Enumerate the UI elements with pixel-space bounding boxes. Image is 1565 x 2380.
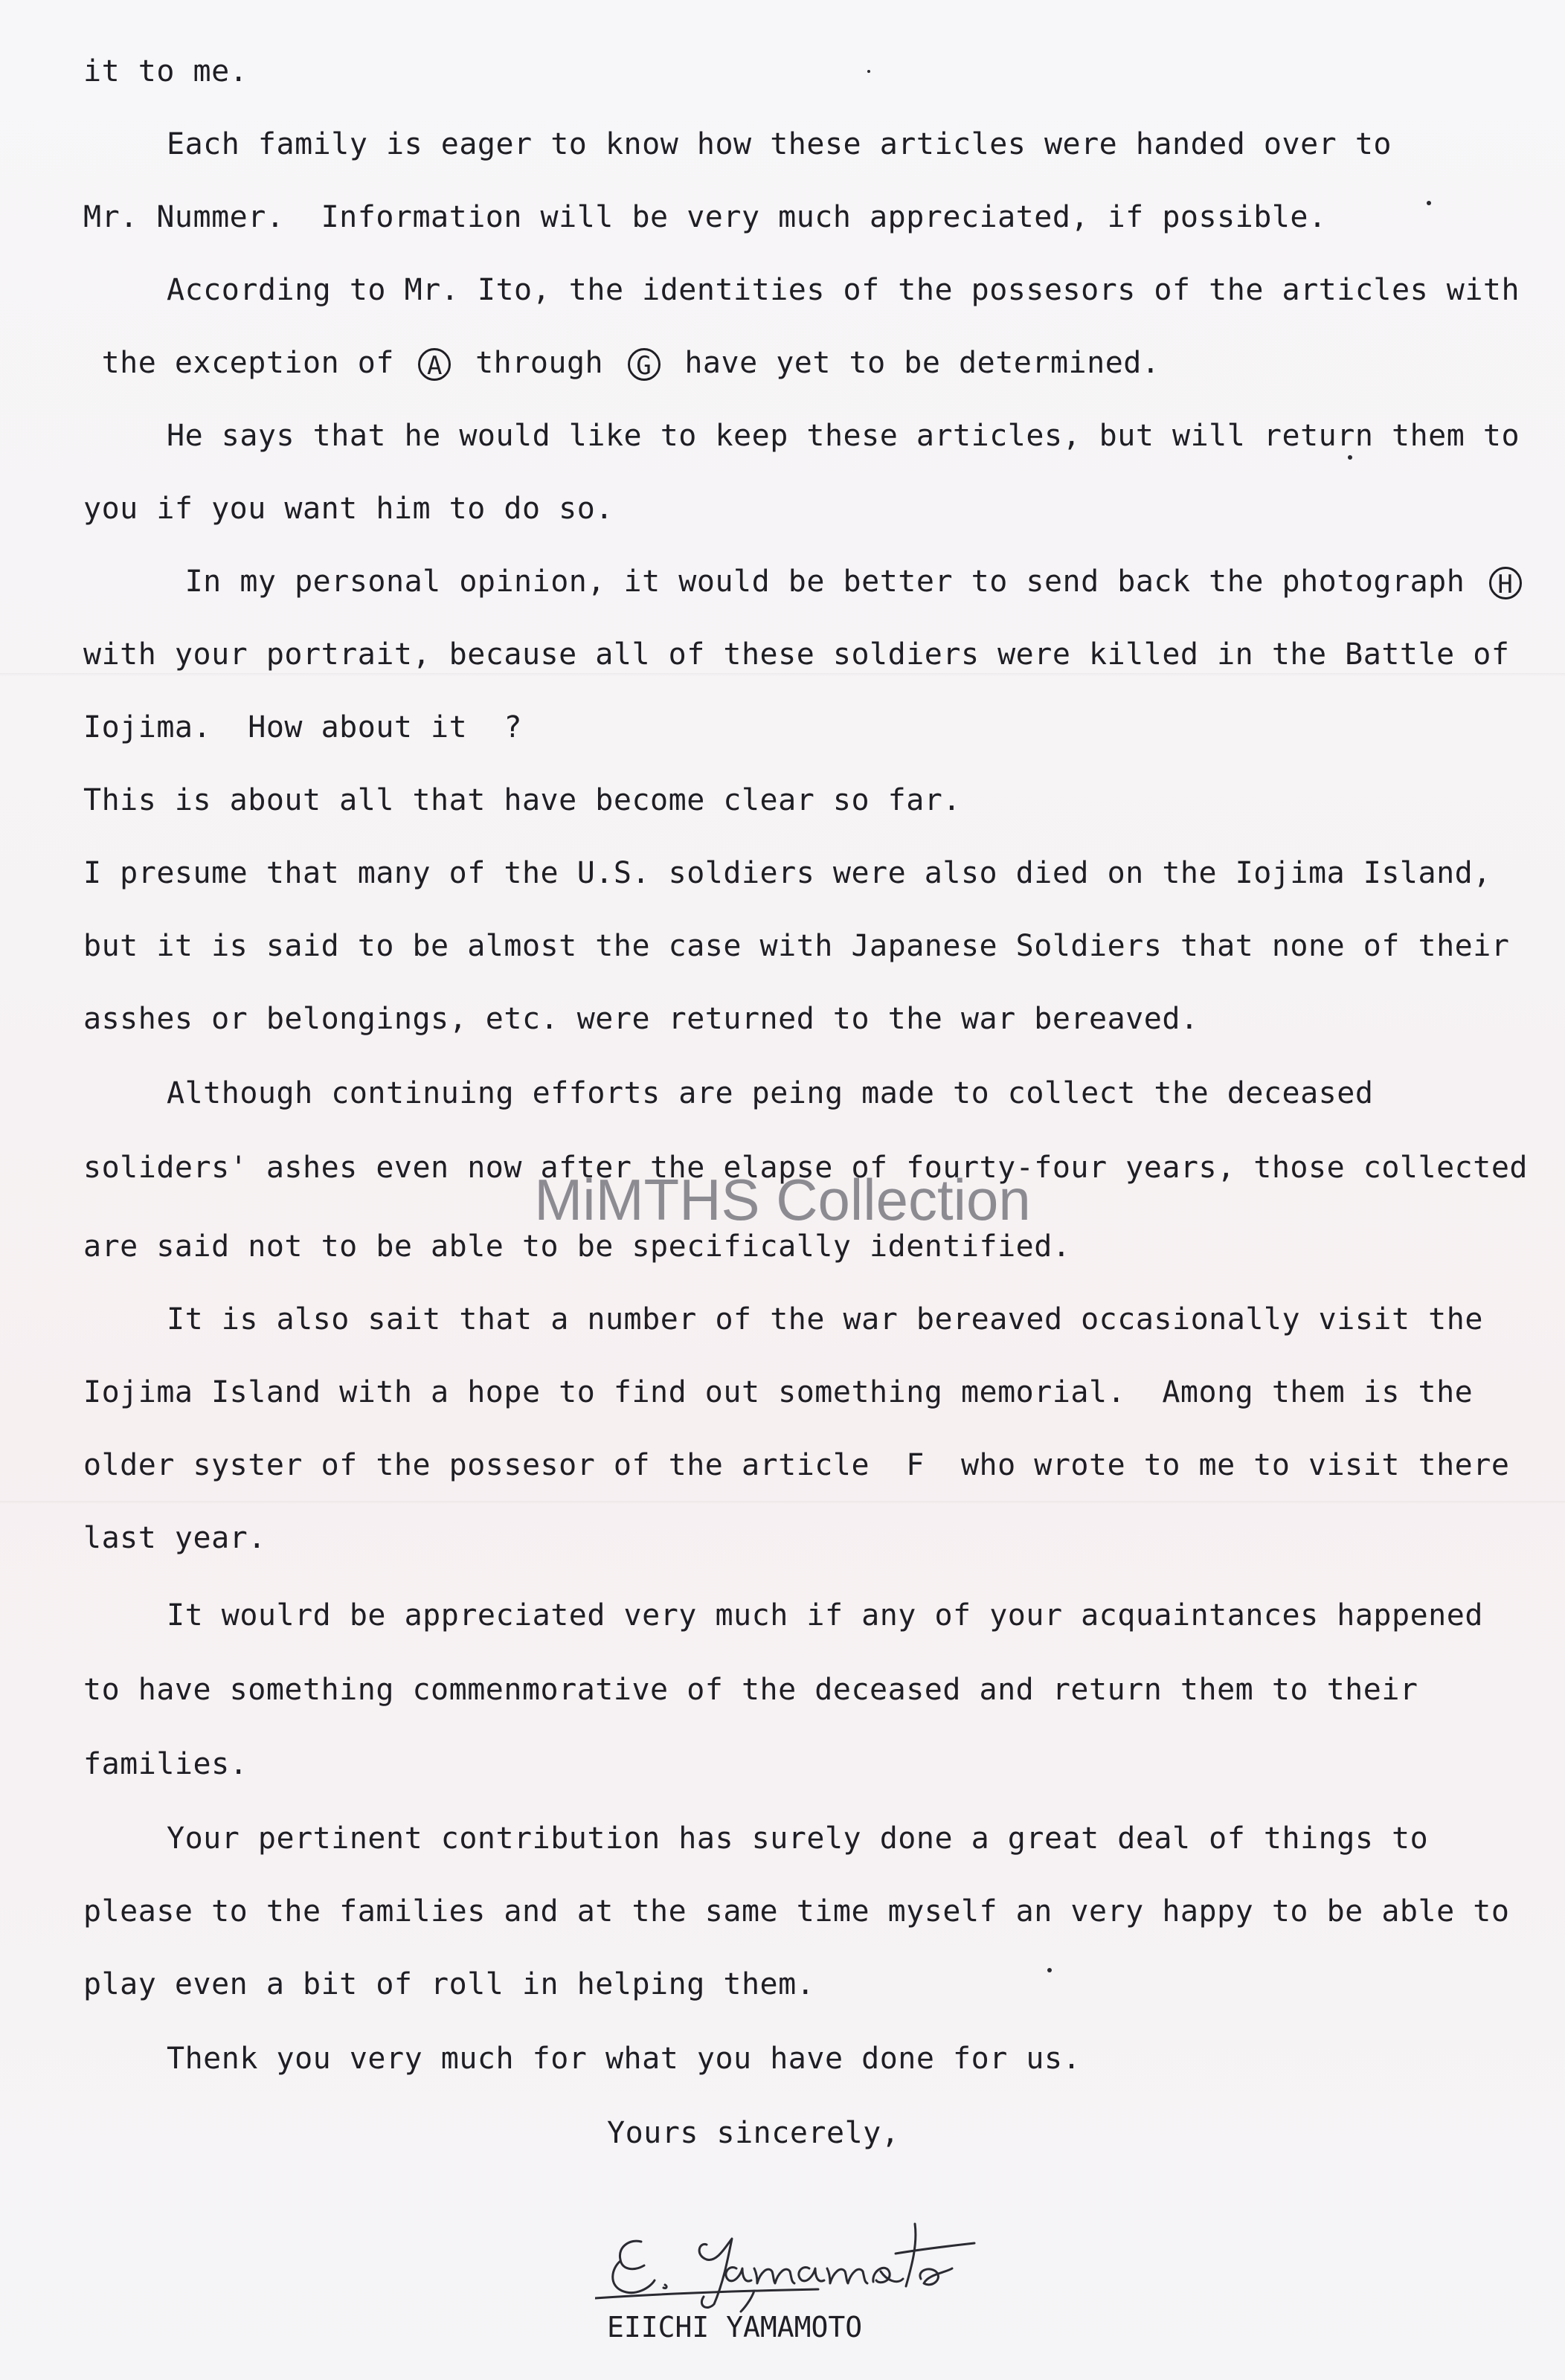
text-line-with-circle	[167, 564, 1528, 599]
text-line: It is also sait that a number of the war bereaved occasionally visit the	[167, 1302, 1483, 1337]
text-line: play even a bit of roll in helping them.	[83, 1967, 815, 2001]
text-line: you if you want him to do so.	[83, 492, 614, 526]
paper-speck	[867, 70, 870, 73]
text-line: to have something commenmorative of the deceased and return them to their	[83, 1673, 1418, 1707]
text-line: Each family is eager to know how these articles were handed over to	[167, 127, 1392, 161]
circled-letter-h: H	[1489, 567, 1522, 599]
paper-speck	[1047, 1968, 1052, 1972]
text-line: soliders' ashes even now after the elapse of fourty-four years, those collected	[83, 1151, 1528, 1185]
text-line: asshes or belongings, etc. were returned to the war bereaved.	[83, 1002, 1199, 1036]
watermark: MiMTHS Collection	[534, 1167, 1031, 1232]
text-line: are said not to be able to be specifically identified.	[83, 1229, 1071, 1264]
text-line: Although continuing efforts are peing made to collect the deceased	[167, 1076, 1374, 1110]
text-line: It woulrd be appreciated very much if any of your acquaintances happened	[167, 1598, 1483, 1633]
paper-speck	[1427, 201, 1431, 205]
text-line: families.	[83, 1747, 248, 1781]
text-line-with-circles	[83, 345, 1178, 381]
circled-letter-g: G	[628, 348, 661, 381]
text-line: This is about all that have become clear so far.	[83, 783, 961, 817]
text-line: with your portrait, because all of these soldiers were killed in the Battle of	[83, 637, 1510, 672]
paper-fold	[0, 1501, 1565, 1504]
text-line: He says that he would like to keep these articles, but will return them to	[167, 419, 1520, 453]
paper-speck	[1348, 455, 1352, 460]
text-line: Mr. Nummer. Information will be very much appreciated, if possible.	[83, 200, 1327, 234]
text-line: but it is said to be almost the case with Japanese Soldiers that none of their	[83, 929, 1510, 963]
text-line: Iojima. How about it ?	[83, 710, 522, 744]
paper-fold	[0, 673, 1565, 676]
text-segment: through	[457, 346, 622, 380]
text-line: last year.	[83, 1521, 266, 1555]
text-line: please to the families and at the same time myself an very happy to be able to	[83, 1894, 1510, 1929]
printed-name: EIICHI YAMAMOTO	[607, 2311, 863, 2344]
text-line: According to Mr. Ito, the identities of the possesors of the articles with	[167, 273, 1520, 307]
text-segment: have yet to be determined.	[666, 346, 1179, 380]
circled-letter-a: A	[418, 348, 451, 381]
text-line: Iojima Island with a hope to find out something memorial. Among them is the	[83, 1375, 1474, 1409]
text-line: it to me.	[83, 54, 248, 89]
handwritten-signature	[595, 2216, 1012, 2313]
closing-text: Yours sincerely,	[607, 2116, 900, 2150]
text-segment: the exception of	[83, 346, 413, 380]
text-line: I presume that many of the U.S. soldiers were also died on the Iojima Island,	[83, 856, 1491, 890]
text-line: older syster of the possesor of the article F who wrote to me to visit there	[83, 1448, 1510, 1482]
text-segment: In my personal opinion, it would be better to send back the photograph	[167, 565, 1483, 599]
text-line: Your pertinent contribution has surely done a great deal of things to	[167, 1821, 1429, 1856]
text-line: Thenk you very much for what you have done for us.	[167, 2042, 1082, 2076]
